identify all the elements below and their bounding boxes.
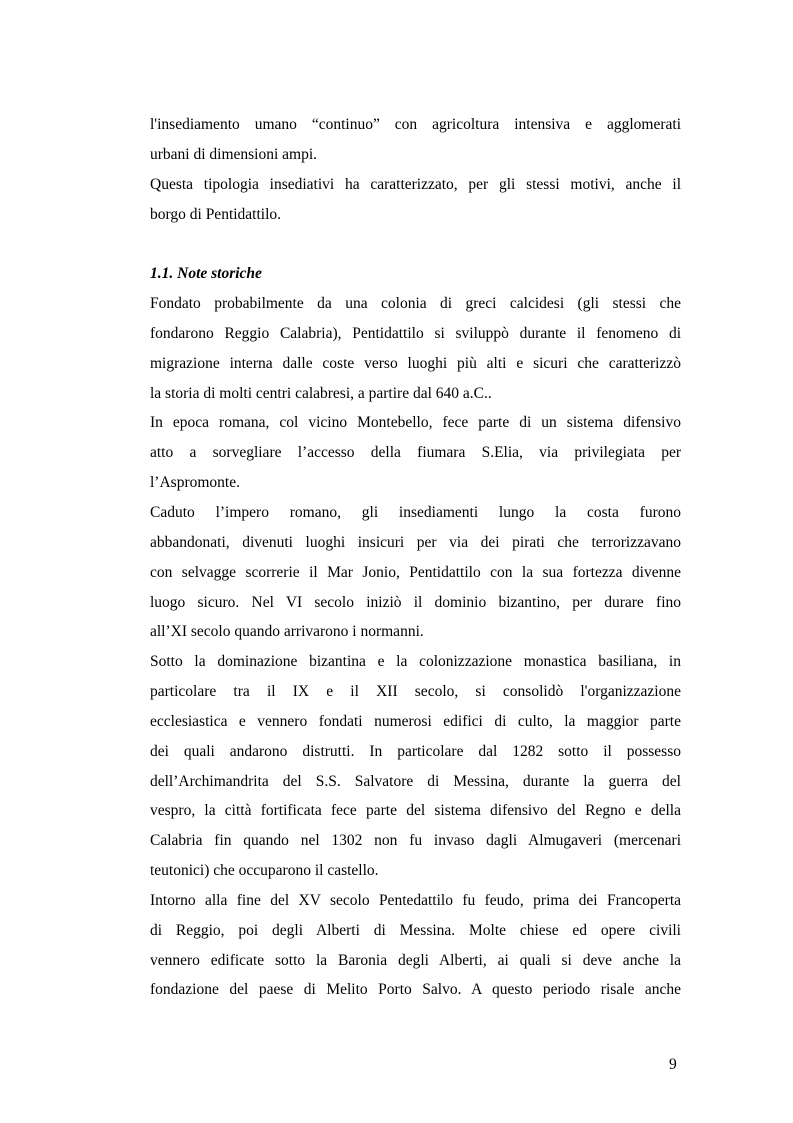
text-line: particolare tra il IX e il XII secolo, si consolidò l'organizzazione xyxy=(150,683,681,701)
text-line: Fondato probabilmente da una colonia di greci calcidesi (gli stessi che xyxy=(150,295,681,313)
paragraph xyxy=(150,408,681,498)
text-line: fondarono Reggio Calabria), Pentidattilo si sviluppò durante il fenomeno di xyxy=(150,324,681,342)
page-number: 9 xyxy=(669,1056,677,1073)
text-line: In epoca romana, col vicino Montebello, fece parte di un sistema difensivo xyxy=(150,414,681,432)
text-line: di Reggio, poi degli Alberti di Messina. Molte chiese ed opere civili xyxy=(150,921,681,939)
text-line: abbandonati, divenuti luoghi insicuri per via dei pirati che terrorizzavano xyxy=(150,533,681,551)
paragraph xyxy=(150,886,681,1005)
text-line: borgo di Pentidattilo. xyxy=(150,205,282,223)
text-line: luogo sicuro. Nel VI secolo iniziò il dominio bizantino, per durare fino xyxy=(150,593,681,611)
text-line: urbani di dimensioni ampi. xyxy=(150,145,318,163)
text-line: teutonici) che occuparono il castello. xyxy=(150,862,379,880)
text-line: fondazione del paese di Melito Porto Salvo. A questo periodo risale anche xyxy=(150,981,681,999)
text-line: l'insediamento umano “continuo” con agricoltura intensiva e agglomerati xyxy=(150,116,681,133)
text-line: atto a sorvegliare l’accesso della fiumara S.Elia, via privilegiata per xyxy=(150,444,681,462)
text-line: all’XI secolo quando arrivarono i normanni. xyxy=(150,623,424,641)
text-line: l’Aspromonte. xyxy=(150,474,240,492)
text-line: Calabria fin quando nel 1302 non fu invaso dagli Almugaveri (mercenari xyxy=(150,832,681,850)
paragraph xyxy=(150,110,681,170)
section-gap xyxy=(150,229,681,259)
text-line: dell’Archimandrita del S.S. Salvatore di Messina, durante la guerra del xyxy=(150,772,681,790)
text-line: vespro, la città fortificata fece parte del sistema difensivo del Regno e della xyxy=(150,802,681,820)
text-line: con selvagge scorrerie il Mar Jonio, Pentidattilo con la sua fortezza divenne xyxy=(150,563,681,581)
text-line: Questa tipologia insediativi ha caratterizzato, per gli stessi motivi, anche il xyxy=(150,175,681,193)
text-line: la storia di molti centri calabresi, a partire dal 640 a.C.. xyxy=(150,384,492,402)
text-line: dei quali andarono distrutti. In particolare dal 1282 sotto il possesso xyxy=(150,742,681,760)
text-line: Intorno alla fine del XV secolo Pentedattilo fu feudo, prima dei Francoperta xyxy=(150,891,681,909)
text-line: ecclesiastica e vennero fondati numerosi edifici di culto, la maggior parte xyxy=(150,712,681,730)
text-line: vennero edificate sotto la Baronia degli Alberti, ai quali si deve anche la xyxy=(150,951,681,969)
intro-section xyxy=(150,110,681,229)
history-section xyxy=(150,289,681,1005)
paragraph xyxy=(150,170,681,230)
paragraph xyxy=(150,647,681,886)
text-line: migrazione interna dalle coste verso luoghi più alti e sicuri che caratterizzò xyxy=(150,354,681,372)
paragraph xyxy=(150,498,681,647)
paragraph xyxy=(150,289,681,408)
section-heading: 1.1. Note storiche xyxy=(150,265,262,283)
page-body xyxy=(150,110,681,1005)
text-line: Caduto l’impero romano, gli insediamenti lungo la costa furono xyxy=(150,503,681,521)
text-line: Sotto la dominazione bizantina e la colonizzazione monastica basiliana, in xyxy=(150,653,681,671)
